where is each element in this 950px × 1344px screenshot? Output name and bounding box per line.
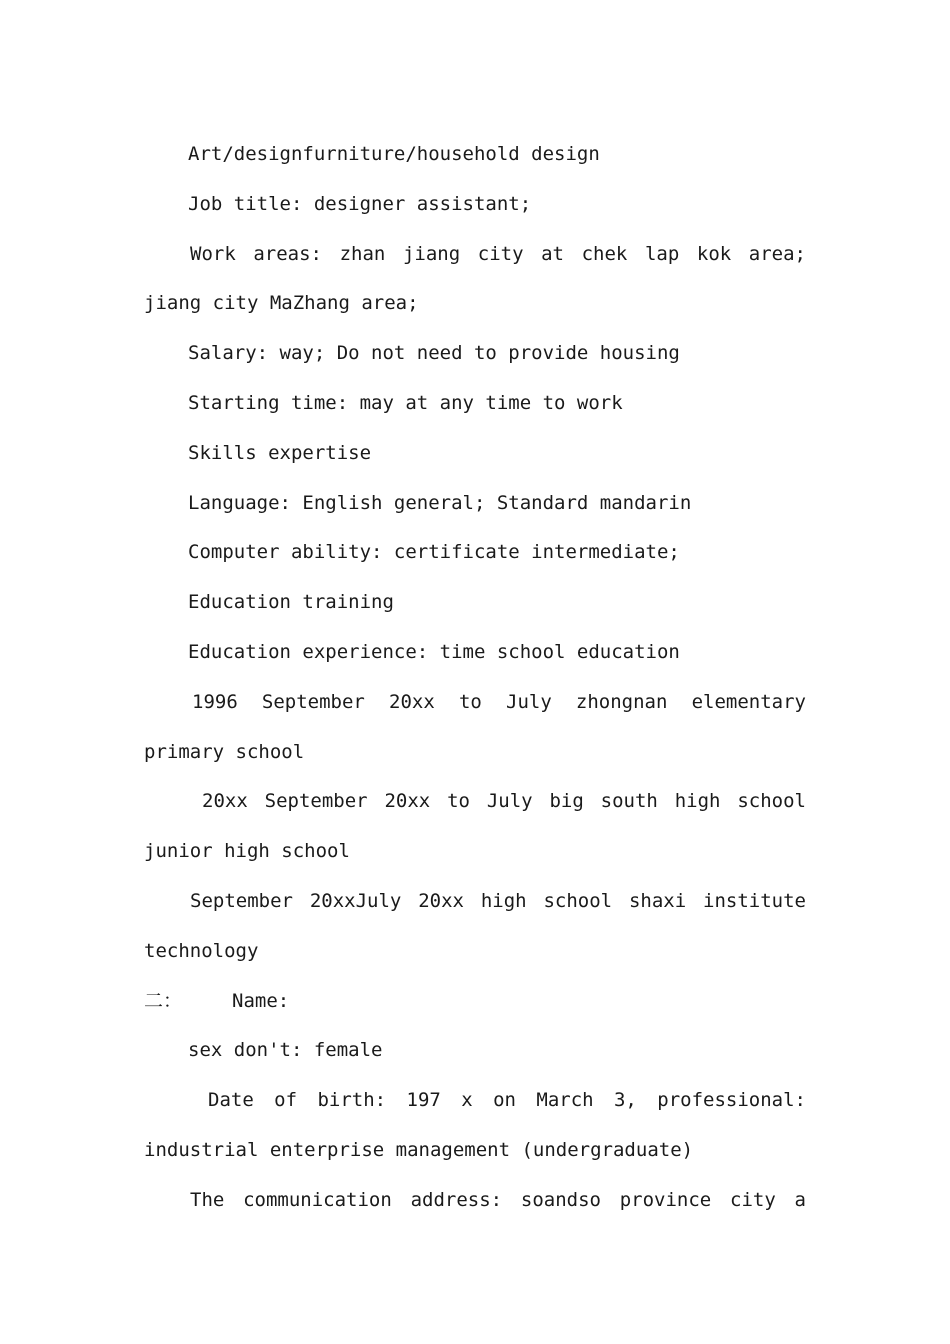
section-number: 二：	[144, 989, 183, 1012]
text-line: Salary: way; Do not need to provide housing	[188, 342, 680, 365]
text-line: Work areas: zhan jiang city at chek lap kok area;	[190, 242, 806, 265]
text-line: September 20xxJuly 20xx high school shaxi institute	[190, 889, 806, 912]
section-label: Name:	[232, 989, 290, 1012]
text-line: jiang city MaZhang area;	[144, 292, 419, 315]
text-line: Job title: designer assistant;	[188, 192, 532, 215]
text-line: Art/designfurniture/household design	[188, 143, 600, 165]
text-line: 20xx September 20xx to July big south high school	[202, 790, 806, 813]
text-line: The communication address: soandso province city a	[190, 1188, 806, 1211]
text-line: Language: English general; Standard mandarin	[188, 491, 692, 514]
text-line: primary school	[144, 740, 305, 763]
text-line: Education experience: time school education	[188, 640, 680, 663]
text-line: Education training	[188, 591, 394, 614]
text-line: Starting time: may at any time to work	[188, 391, 623, 414]
text-line: Date of birth: 197 x on March 3, professional:	[208, 1089, 806, 1112]
text-line: Computer ability: certificate intermediate;	[188, 541, 680, 564]
text-line: junior high school	[144, 840, 350, 863]
text-line: Skills expertise	[188, 441, 372, 464]
text-line: sex don't: female	[188, 1039, 383, 1062]
section-heading	[144, 977, 806, 1027]
text-line: 1996 September 20xx to July zhongnan elementary	[192, 690, 806, 713]
text-line: technology	[144, 939, 259, 962]
resume-text	[144, 130, 806, 1226]
text-line: industrial enterprise management (undergraduate)	[144, 1138, 694, 1161]
